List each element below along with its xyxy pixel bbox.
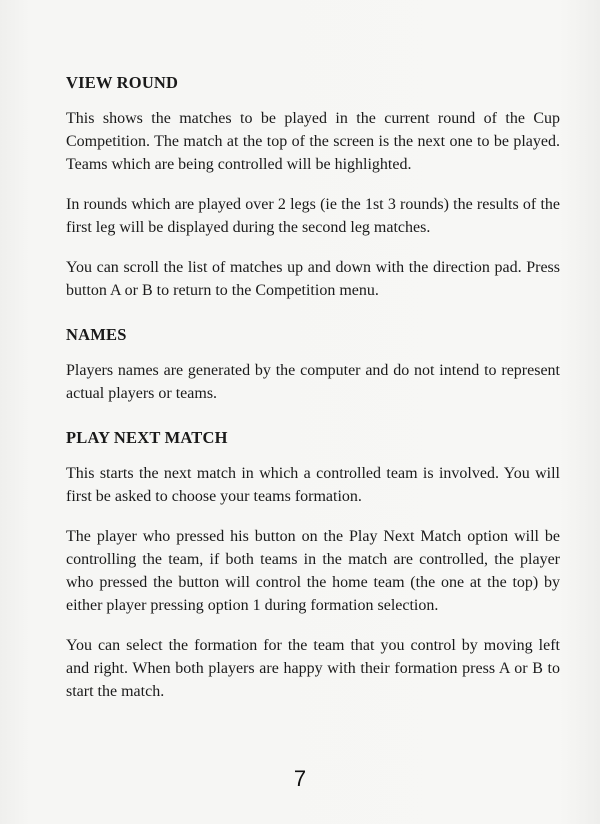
page-content (66, 72, 560, 720)
section-names (66, 324, 560, 405)
paragraph: This shows the matches to be played in the current round of the Cup Competition. The match at the top of the screen is the next one to be played. Teams which are being controlled will be highlighted. (66, 110, 560, 173)
paragraph: You can select the formation for the team that you control by moving left and right. When both players are happy with their formation press A or B to start the match. (66, 637, 560, 700)
section-view-round (66, 72, 560, 302)
section-play-next-match (66, 427, 560, 703)
paragraph: You can scroll the list of matches up and down with the direction pad. Press button A or B to return to the Competition menu. (66, 259, 560, 299)
section-heading-view-round: VIEW ROUND (66, 73, 179, 92)
section-heading-names: NAMES (66, 325, 127, 344)
paragraph: Players names are generated by the computer and do not intend to represent actual players or teams. (66, 362, 560, 402)
paragraph: In rounds which are played over 2 legs (ie the 1st 3 rounds) the results of the first leg will be displayed during the second leg matches. (66, 196, 560, 236)
page-number: 7 (293, 766, 307, 791)
paragraph: This starts the next match in which a controlled team is involved. You will first be asked to choose your teams formation. (66, 465, 560, 505)
paragraph: The player who pressed his button on the Play Next Match option will be controlling the team, if both teams in the match are controlled, the player who pressed the button will control the home team (the one at the top) by either player pressing option 1 during formation selection. (66, 528, 560, 614)
section-heading-play-next-match: PLAY NEXT MATCH (66, 428, 228, 447)
